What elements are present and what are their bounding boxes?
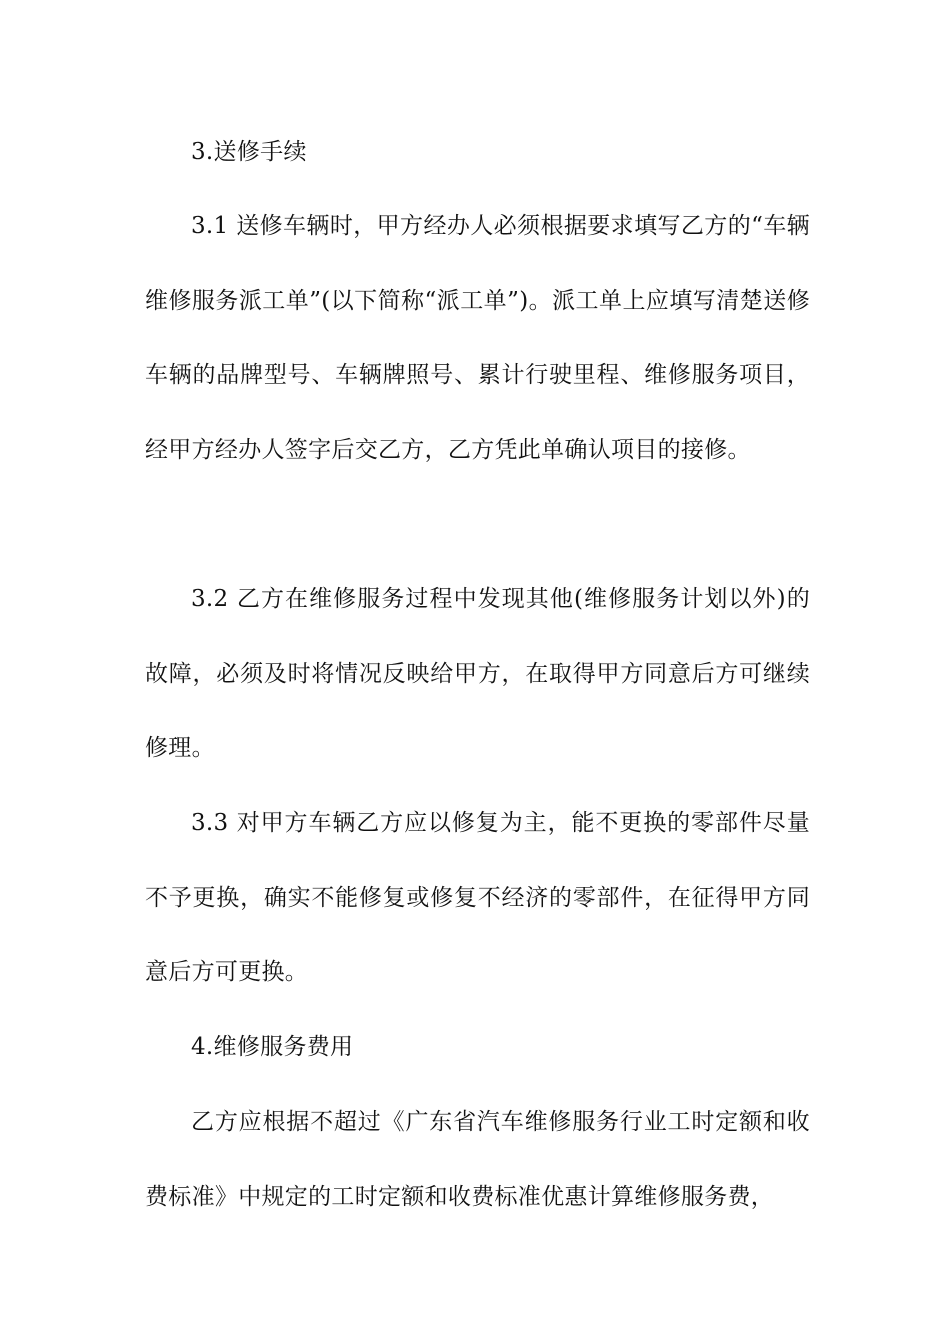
paragraph-3-2: 3.2 乙方在维修服务过程中发现其他(维修服务计划以外)的故障，必须及时将情况反映给甲方，在取得甲方同意后方可继续修理。 <box>145 586 810 761</box>
paragraph-3-3: 3.3 对甲方车辆乙方应以修复为主，能不更换的零部件尽量不予更换，确实不能修复或修复不经济的零部件，在征得甲方同意后方可更换。 <box>145 810 810 985</box>
section-3-heading: 3.送修手续 <box>191 139 307 165</box>
section-4-heading: 4.维修服务费用 <box>191 1034 354 1060</box>
paragraph-3-1: 3.1 送修车辆时，甲方经办人必须根据要求填写乙方的“车辆维修服务派工单”(以下简称“派工单”)。派工单上应填写清楚送修车辆的品牌型号、车辆牌照号、累计行驶里程、维修服务项目，经甲方经办人签字后交乙方，乙方凭此单确认项目的接修。 <box>145 213 810 463</box>
paragraph-4: 乙方应根据不超过《广东省汽车维修服务行业工时定额和收费标准》中规定的工时定额和收费标准优惠计算维修服务费， <box>145 1109 810 1210</box>
